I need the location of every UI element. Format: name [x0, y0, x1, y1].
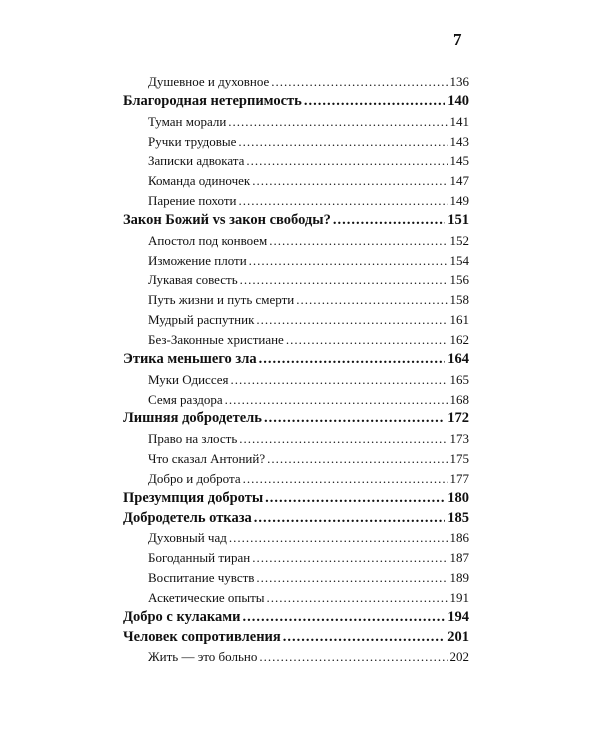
toc-section-entry	[148, 112, 469, 132]
dot-leader	[283, 628, 445, 648]
dot-leader	[333, 211, 445, 231]
dot-leader	[256, 310, 447, 330]
toc-entry-title: Добро с кулаками	[123, 608, 241, 625]
toc-section-entry	[148, 191, 469, 211]
dot-leader	[269, 231, 447, 251]
toc-section-entry	[148, 370, 469, 390]
toc-section-entry	[148, 548, 469, 568]
toc-section-entry	[148, 270, 469, 290]
toc-entry-title: Духовный чад	[148, 530, 227, 546]
toc-entry-page: 168	[449, 391, 469, 407]
toc-section-entry	[148, 528, 469, 548]
toc-section-entry	[148, 171, 469, 191]
dot-leader	[286, 330, 448, 350]
toc-entry-title: Туман морали	[148, 113, 227, 129]
toc-entry-page: 154	[449, 252, 469, 268]
toc-entry-page: 161	[449, 312, 469, 328]
toc-chapter-entry	[123, 211, 469, 231]
dot-leader	[267, 588, 448, 608]
toc-entry-title: Душевное и духовное	[148, 74, 270, 89]
toc-entry-title: Богоданный тиран	[148, 550, 251, 566]
toc-section-entry	[148, 330, 469, 350]
dot-leader	[252, 548, 447, 568]
dot-leader	[259, 350, 446, 370]
toc-entry-title: Человек сопротивления	[123, 628, 281, 645]
toc-section-entry	[148, 429, 469, 449]
toc-section-entry	[148, 290, 469, 310]
toc-entry-page: 172	[447, 410, 469, 427]
toc-entry-page: 189	[449, 570, 469, 586]
toc-entry-title: Этика меньшего зла	[123, 350, 257, 367]
toc-entry-page: 164	[447, 350, 469, 367]
toc-entry-title: Воспитание чувств	[148, 570, 255, 586]
toc-entry-title: Жить — это больно	[148, 649, 258, 665]
toc-entry-page: 201	[447, 628, 469, 645]
toc-entry-page: 147	[449, 173, 469, 189]
dot-leader	[246, 151, 447, 171]
toc-entry-page: 202	[449, 649, 469, 665]
toc-entry-page: 187	[449, 550, 469, 566]
dot-leader	[240, 270, 448, 290]
toc-entry-page: 136	[449, 74, 469, 89]
toc-chapter-entry	[123, 409, 469, 429]
toc-entry-page: 173	[449, 431, 469, 447]
dot-leader	[296, 290, 447, 310]
dot-leader	[249, 251, 448, 271]
dot-leader	[243, 608, 446, 628]
toc-entry-title: Презумпция доброты	[123, 489, 264, 506]
toc-entry-title: Лишняя добродетель	[123, 410, 262, 427]
toc-section-entry	[148, 151, 469, 171]
toc-entry-page: 156	[449, 272, 469, 288]
toc-section-entry	[148, 588, 469, 608]
toc-chapter-entry	[123, 489, 469, 509]
toc-entry-title: Путь жизни и путь смерти	[148, 292, 295, 308]
table-of-contents	[0, 72, 600, 667]
toc-entry-title: Без-Законные христиане	[148, 331, 284, 347]
toc-section-entry	[148, 647, 469, 667]
toc-entry-title: Что сказал Антоний?	[148, 451, 266, 467]
toc-chapter-entry	[123, 608, 469, 628]
toc-entry-page: 162	[449, 331, 469, 347]
toc-entry-title: Аскетические опыты	[148, 589, 265, 605]
dot-leader	[254, 509, 445, 529]
dot-leader	[228, 112, 447, 132]
toc-entry-page: 185	[447, 509, 469, 526]
toc-chapter-entry	[123, 350, 469, 370]
toc-entry-title: Изможение плоти	[148, 252, 247, 268]
dot-leader	[259, 647, 447, 667]
dot-leader	[267, 449, 447, 469]
toc-section-entry	[148, 72, 469, 92]
page-number: 7	[453, 30, 462, 49]
toc-entry-title: Записки адвоката	[148, 153, 245, 169]
toc-entry-page: 180	[447, 489, 469, 506]
toc-entry-page: 177	[449, 470, 469, 486]
dot-leader	[238, 132, 447, 152]
toc-entry-page: 152	[449, 232, 469, 248]
toc-section-entry	[148, 310, 469, 330]
toc-entry-title: Лукавая совесть	[148, 272, 238, 288]
toc-entry-page: 151	[447, 211, 469, 228]
toc-chapter-entry	[123, 509, 469, 529]
toc-entry-page: 165	[449, 371, 469, 387]
dot-leader	[239, 429, 447, 449]
toc-entry-title: Добродетель отказа	[123, 509, 252, 526]
dot-leader	[271, 72, 447, 92]
toc-entry-title: Закон Божий vs закон свободы?	[123, 211, 331, 228]
toc-entry-page: 140	[447, 92, 469, 109]
toc-section-entry	[148, 132, 469, 152]
toc-section-entry	[148, 449, 469, 469]
toc-entry-page: 175	[449, 451, 469, 467]
toc-section-entry	[148, 251, 469, 271]
dot-leader	[238, 191, 447, 211]
toc-entry-page: 149	[449, 193, 469, 209]
toc-entry-title: Апостол под конвоем	[148, 232, 268, 248]
toc-entry-title: Добро и доброта	[148, 470, 241, 486]
dot-leader	[264, 409, 445, 429]
toc-entry-title: Парение похоти	[148, 193, 237, 209]
toc-entry-title: Семя раздора	[148, 391, 223, 407]
toc-entry-page: 186	[449, 530, 469, 546]
toc-chapter-entry	[123, 92, 469, 112]
dot-leader	[252, 171, 447, 191]
dot-leader	[225, 390, 448, 410]
dot-leader	[229, 528, 448, 548]
toc-entry-page: 158	[449, 292, 469, 308]
toc-entry-page: 194	[447, 608, 469, 625]
toc-entry-title: Ручки трудовые	[148, 133, 237, 149]
toc-entry-title: Право на злость	[148, 431, 238, 447]
dot-leader	[231, 370, 448, 390]
toc-section-entry	[148, 469, 469, 489]
toc-section-entry	[148, 390, 469, 410]
toc-entry-page: 143	[449, 133, 469, 149]
toc-section-entry	[148, 231, 469, 251]
toc-entry-page: 191	[449, 589, 469, 605]
toc-entry-title: Мудрый распутник	[148, 312, 255, 328]
toc-section-entry	[148, 568, 469, 588]
toc-entry-title: Благородная нетерпимость	[123, 92, 302, 109]
toc-entry-page: 141	[449, 113, 469, 129]
dot-leader	[304, 92, 445, 112]
toc-entry-title: Муки Одиссея	[148, 371, 229, 387]
dot-leader	[256, 568, 447, 588]
dot-leader	[243, 469, 448, 489]
toc-chapter-entry	[123, 628, 469, 648]
toc-entry-page: 145	[449, 153, 469, 169]
dot-leader	[265, 489, 445, 509]
toc-entry-title: Команда одиночек	[148, 173, 251, 189]
